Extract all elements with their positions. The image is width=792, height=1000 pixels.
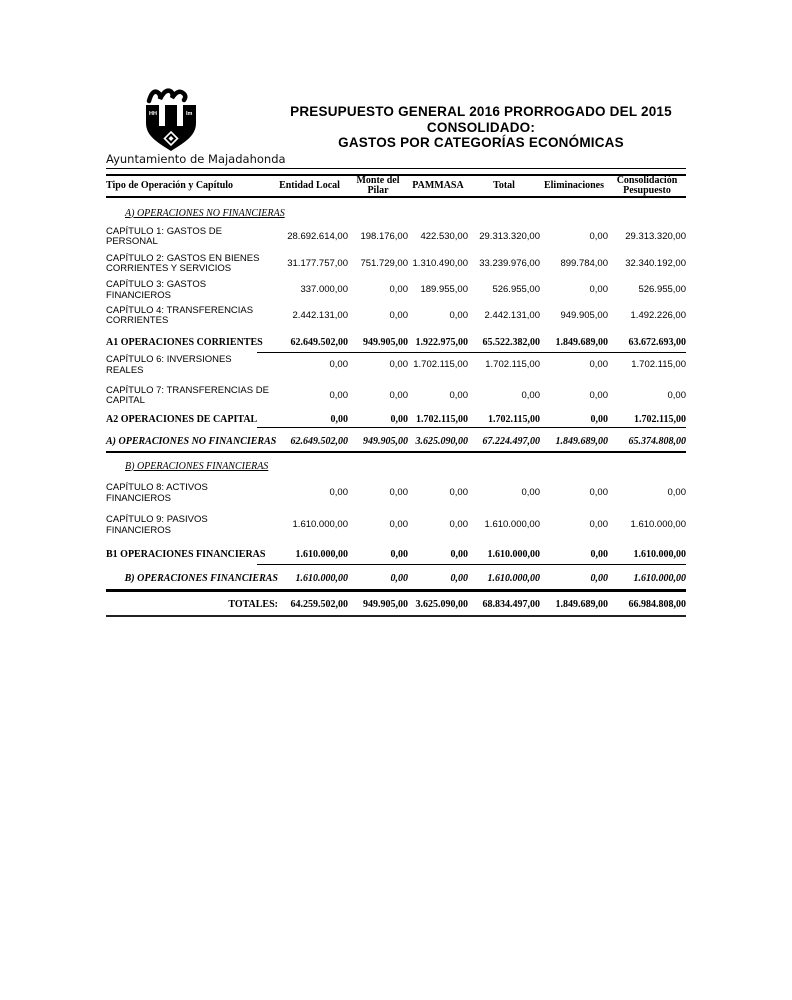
table-row-capitulo-6 — [106, 354, 686, 376]
cell-eliminaciones: 0,00 — [589, 487, 608, 499]
cell-eliminaciones: 899.784,00 — [560, 257, 608, 269]
table-row-a2-operaciones-de-capital — [106, 413, 686, 426]
column-header-pammasa: PAMMASA — [412, 179, 464, 191]
row-label: CAPÍTULO 6: INVERSIONES REALES — [106, 354, 232, 376]
cell-total: 1.610.000,00 — [484, 519, 540, 531]
cell-entidad-local: 0,00 — [329, 389, 348, 401]
cell-consolidacion: 0,00 — [667, 487, 686, 499]
cell-consolidacion: 32.340.192,00 — [625, 257, 686, 269]
cell-monte-del-pilar: 949.905,00 — [363, 599, 408, 610]
cell-monte-del-pilar: 0,00 — [389, 309, 408, 321]
cell-monte-del-pilar: 751.729,00 — [360, 257, 408, 269]
table-row-total-operaciones-no-financieras — [106, 434, 686, 448]
cell-eliminaciones: 0,00 — [590, 549, 608, 560]
table-row-capitulo-9 — [106, 514, 686, 536]
cell-total: 33.239.976,00 — [479, 257, 540, 269]
cell-pammasa: 0,00 — [449, 487, 468, 499]
row-label: CAPÍTULO 1: GASTOS DE PERSONAL — [106, 225, 222, 247]
document-title — [246, 104, 716, 151]
subtotal-rule — [257, 564, 686, 565]
title-line-3: GASTOS POR CATEGORÍAS ECONÓMICAS — [338, 135, 624, 150]
budget-table — [106, 168, 686, 617]
row-label: A) OPERACIONES NO FINANCIERAS — [106, 435, 277, 447]
cell-eliminaciones: 949.905,00 — [560, 309, 608, 321]
cell-eliminaciones: 0,00 — [589, 359, 608, 371]
row-label: A2 OPERACIONES DE CAPITAL — [106, 414, 258, 425]
column-header-monte-del-pilar: Monte del Pilar — [356, 174, 400, 196]
cell-entidad-local: 62.649.502,00 — [290, 336, 348, 348]
row-label: TOTALES: — [228, 599, 278, 610]
cell-entidad-local: 1.610.000,00 — [292, 519, 348, 531]
cell-pammasa: 1.922.975,00 — [415, 336, 468, 348]
row-label: CAPÍTULO 9: PASIVOS FINANCIEROS — [106, 514, 208, 536]
title-line-1: PRESUPUESTO GENERAL 2016 PRORROGADO DEL 2015 — [290, 104, 672, 119]
cell-consolidacion: 1.610.000,00 — [633, 549, 686, 560]
cell-total: 526.955,00 — [492, 284, 540, 296]
cell-total: 0,00 — [521, 487, 540, 499]
cell-pammasa: 0,00 — [450, 572, 468, 584]
column-header-eliminaciones: Eliminaciones — [543, 179, 604, 191]
cell-total: 1.610.000,00 — [487, 549, 540, 560]
row-label: CAPÍTULO 8: ACTIVOS FINANCIEROS — [106, 482, 208, 504]
row-label: B1 OPERACIONES FINANCIERAS — [106, 549, 266, 560]
table-row-capitulo-2 — [106, 253, 686, 275]
cell-total: 2.442.131,00 — [484, 309, 540, 321]
row-label: B) OPERACIONES FINANCIERAS — [124, 572, 278, 584]
section-rule — [106, 451, 686, 453]
top-rule — [106, 168, 686, 169]
row-label: CAPÍTULO 2: GASTOS EN BIENES CORRIENTES Y SERVICIOS — [106, 252, 260, 274]
svg-text:HH: HH — [149, 111, 157, 117]
cell-monte-del-pilar: 0,00 — [390, 414, 408, 425]
cell-pammasa: 3.625.090,00 — [415, 599, 468, 610]
cell-total: 29.313.320,00 — [479, 230, 540, 242]
cell-eliminaciones: 0,00 — [590, 572, 608, 584]
cell-entidad-local: 337.000,00 — [300, 284, 348, 296]
cell-consolidacion: 1.702.115,00 — [631, 359, 686, 371]
cell-entidad-local: 0,00 — [329, 359, 348, 371]
section-label: A) OPERACIONES NO FINANCIERAS — [125, 207, 285, 219]
table-row-b1-operaciones-financieras — [106, 548, 686, 561]
cell-entidad-local: 62.649.502,00 — [290, 435, 348, 447]
cell-consolidacion: 1.702.115,00 — [634, 414, 686, 425]
cell-eliminaciones: 1.849.689,00 — [555, 435, 608, 447]
cell-monte-del-pilar: 949.905,00 — [363, 336, 408, 348]
subtotal-rule — [257, 352, 686, 353]
cell-eliminaciones: 1.849.689,00 — [555, 599, 608, 610]
subtotal-rule — [257, 427, 686, 428]
cell-entidad-local: 1.610.000,00 — [295, 549, 348, 560]
cell-pammasa: 0,00 — [450, 549, 468, 560]
table-row-capitulo-1 — [106, 225, 686, 247]
column-header-consolidacion: Consolidación Pesupuesto — [616, 174, 678, 196]
column-header-total: Total — [493, 179, 515, 191]
cell-pammasa: 1.310.490,00 — [412, 257, 468, 269]
cell-monte-del-pilar: 0,00 — [390, 549, 408, 560]
title-line-2: CONSOLIDADO: — [426, 119, 536, 135]
cell-pammasa: 189.955,00 — [420, 284, 468, 296]
table-row-a1-operaciones-corrientes — [106, 335, 686, 349]
cell-entidad-local: 64.259.502,00 — [290, 599, 348, 610]
cell-entidad-local: 0,00 — [330, 414, 348, 425]
cell-monte-del-pilar: 949.905,00 — [363, 435, 408, 447]
organization-name: Ayuntamiento de Majadahonda — [106, 152, 286, 166]
cell-eliminaciones: 0,00 — [589, 389, 608, 401]
cell-entidad-local: 31.177.757,00 — [287, 257, 348, 269]
majadahonda-coat-of-arms-icon — [132, 86, 210, 158]
cell-consolidacion: 66.984.808,00 — [628, 599, 686, 610]
cell-consolidacion: 29.313.320,00 — [625, 230, 686, 242]
cell-total: 1.702.115,00 — [485, 359, 540, 371]
cell-pammasa: 422.530,00 — [420, 230, 468, 242]
cell-pammasa: 0,00 — [449, 309, 468, 321]
cell-pammasa: 1.702.115,00 — [413, 359, 468, 371]
cell-total: 67.224.497,00 — [482, 435, 540, 447]
cell-monte-del-pilar: 0,00 — [389, 487, 408, 499]
cell-pammasa: 0,00 — [449, 389, 468, 401]
section-header-operaciones-financieras — [106, 460, 686, 472]
row-label: CAPÍTULO 3: GASTOS FINANCIEROS — [106, 279, 207, 301]
cell-consolidacion: 1.610.000,00 — [633, 572, 686, 584]
cell-consolidacion: 1.492.226,00 — [630, 309, 686, 321]
cell-consolidacion: 63.672.693,00 — [628, 336, 686, 348]
cell-eliminaciones: 0,00 — [589, 230, 608, 242]
cell-monte-del-pilar: 0,00 — [389, 519, 408, 531]
cell-total: 68.834.497,00 — [482, 599, 540, 610]
cell-consolidacion: 65.374.808,00 — [628, 435, 686, 447]
table-row-capitulo-8 — [106, 482, 686, 504]
cell-total: 0,00 — [521, 389, 540, 401]
table-row-capitulo-3 — [106, 279, 686, 301]
cell-monte-del-pilar: 0,00 — [390, 572, 408, 584]
bottom-rule — [106, 615, 686, 617]
table-row-total-operaciones-financieras — [106, 571, 686, 585]
row-label: CAPÍTULO 4: TRANSFERENCIAS CORRIENTES — [106, 304, 254, 326]
cell-entidad-local: 28.692.614,00 — [287, 230, 348, 242]
svg-text:Im: Im — [186, 111, 193, 117]
cell-entidad-local: 1.610.000,00 — [295, 572, 348, 584]
totals-top-rule — [106, 589, 686, 592]
column-header-tipo: Tipo de Operación y Capítulo — [106, 179, 234, 191]
cell-entidad-local: 2.442.131,00 — [292, 309, 348, 321]
table-row-totales — [106, 598, 686, 611]
cell-eliminaciones: 0,00 — [589, 519, 608, 531]
cell-total: 1.702.115,00 — [488, 414, 540, 425]
section-header-operaciones-no-financieras — [106, 207, 686, 219]
column-header-entidad-local: Entidad Local — [279, 179, 340, 191]
cell-pammasa: 0,00 — [449, 519, 468, 531]
cell-monte-del-pilar: 198.176,00 — [360, 230, 408, 242]
cell-entidad-local: 0,00 — [329, 487, 348, 499]
cell-consolidacion: 0,00 — [667, 389, 686, 401]
cell-monte-del-pilar: 0,00 — [389, 359, 408, 371]
table-header-row — [106, 174, 686, 198]
row-label: A1 OPERACIONES CORRIENTES — [106, 336, 263, 348]
cell-eliminaciones: 1.849.689,00 — [555, 336, 608, 348]
cell-total: 1.610.000,00 — [487, 572, 540, 584]
row-label: CAPÍTULO 7: TRANSFERENCIAS DE CAPITAL — [106, 384, 269, 406]
table-row-capitulo-7 — [106, 385, 686, 407]
table-row-capitulo-4 — [106, 305, 686, 327]
cell-monte-del-pilar: 0,00 — [389, 284, 408, 296]
cell-monte-del-pilar: 0,00 — [389, 389, 408, 401]
cell-consolidacion: 526.955,00 — [638, 284, 686, 296]
cell-eliminaciones: 0,00 — [589, 284, 608, 296]
section-label: B) OPERACIONES FINANCIERAS — [125, 460, 269, 472]
cell-eliminaciones: 0,00 — [590, 414, 608, 425]
cell-pammasa: 3.625.090,00 — [415, 435, 468, 447]
cell-consolidacion: 1.610.000,00 — [630, 519, 686, 531]
cell-pammasa: 1.702.115,00 — [416, 414, 468, 425]
cell-total: 65.522.382,00 — [482, 336, 540, 348]
